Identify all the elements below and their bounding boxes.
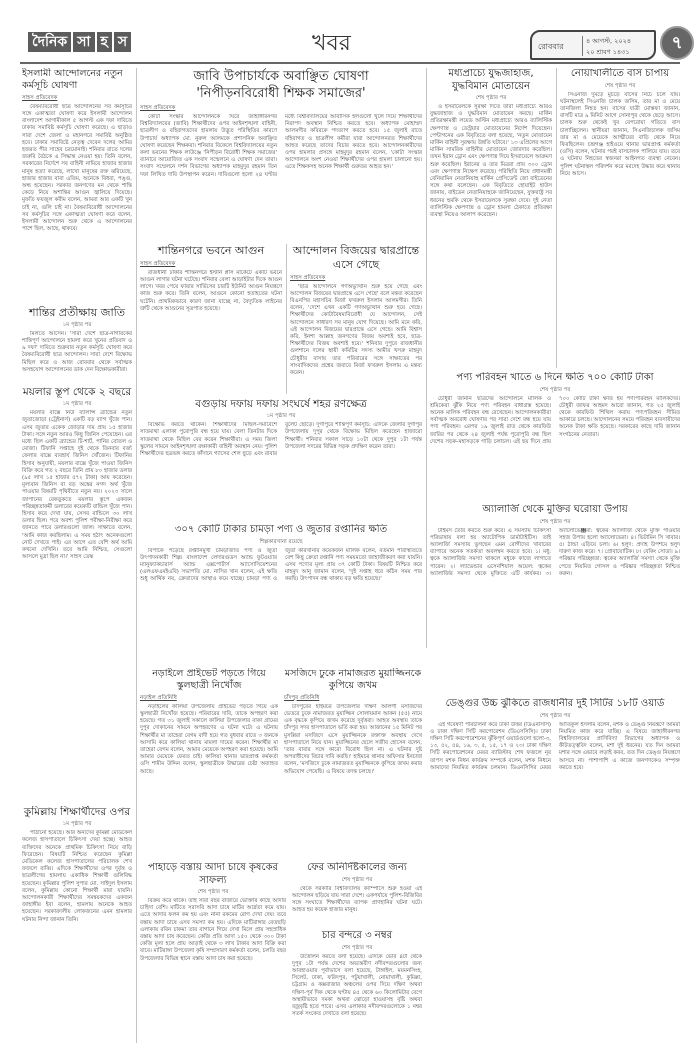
logo-part: দৈনিক xyxy=(28,32,71,52)
article-body: ও ইসরায়েলকে সুরক্ষা দিতে তারা মধ্যপ্রাচ্যে আরও যুদ্ধজাহাজ ও যুদ্ধবিমান মোতায়েন করছে। মার্কিন প্রতিরক্ষামন্ত্রী লয়েড অস্টিন মধ্যপ্রাচ্যে আরও ব্যালিস্টিক ক্ষেপণাস্ত্র ও ডেস্ট্রয়ার মোতায়েনের নির্দেশ দিয়েছেন। পেন্টাগনের এক বিবৃতিতে বলা হয়েছে, 'নতুন মোতায়েন মার্কিন বাহিনী সুরক্ষায় উন্নতি ঘটাবে।' ১৩ এপ্রিলের আগে মার্কিন সামরিক বাহিনীর মোতায়েন জোরদার করেছিল। তখন ইরান ড্রোন এবং ক্ষেপণাস্ত্র দিয়ে ইসরায়েলে আক্রমণ শুরু করেছিল। ইরানের ও তার মিত্ররা প্রায় ৩০০ ড্রোন এবং ক্ষেপণাস্ত্র নিক্ষেপ করেছে। পরিস্থিতি নিয়ে প্রধানমন্ত্রী বেনিয়ামিন নেতানিয়াহু মার্কিন প্রেসিডেন্ট জো বাইডেনের সঙ্গে কথা বলেছেন। এক বিবৃতিতে হোয়াইট হাউস জানায়, বাইডেন নেতানিয়াহুকে জানিয়েছেন, যুক্তরাষ্ট্র সব ধরনের হুমকি থেকে ইসরায়েলকে সুরক্ষা দেবে। দুই নেতা ব্যালিস্টিক ক্ষেপণাস্ত্র ও ড্রোন হামলা ঠেকাতে প্রতিরক্ষা ব্যবস্থা নিয়েও আলাপ করেছেন। xyxy=(430,104,552,219)
headline: পণ্য পরিবহন খাতে ৬ দিনে ক্ষতি ৭০০ কোটি টাকা xyxy=(456,372,654,383)
headline: শান্তির প্রতীক্ষায় জাতি xyxy=(28,306,126,319)
continued-label: শেষ পৃষ্ঠার পর xyxy=(539,518,571,525)
headline: ইসলামী আন্দোলনের নতুন কর্মসূচি ঘোষণা xyxy=(22,68,123,91)
continued-label: ১ম পৃষ্ঠার পর xyxy=(62,401,92,408)
logo-part: স xyxy=(114,32,131,52)
headline: আন্দোলন বিজয়ের দ্বারপ্রান্তে এসে গেছে xyxy=(292,244,420,271)
headline: ৩০৭ কোটি টাকার চামড়া পণ্য ও জুতার রপ্তানির ক্ষতি xyxy=(174,524,388,535)
headline: অ্যালার্জি থেকে মুক্তির ঘরোয়া উপায় xyxy=(482,504,628,515)
article-norail xyxy=(140,668,278,858)
byline: সাহস প্রতিবেদক xyxy=(22,94,58,101)
logo-part: সা xyxy=(73,32,94,52)
continued-label: শেষ পৃষ্ঠার পর xyxy=(539,386,571,393)
article-body: ময়লার বাক্সে নিউ ব্যালান্স ব্র্যান্ডের নতুন জুতাজোড়া (ট্রেইনার্স) একটি বড় ব্যাগ খুঁজে পান। এসব জুতার একেক জোড়ার দাম প্রায় ১৫ হাজার টাকা। সঙ্গে নতুন আরও কিছু জিনিস পেয়েছেন। এর মধ্যে ছিল একটি ব্র্যান্ডের টি-শার্ট, পানির বোতল ও মোজা। টিফানি সপ্তাহে দুই থেকে তিনবার বর্জ্য ফেলার বাক্সে ব্যবহার্য জিনিস খোঁজেন। টিফানির হিসাব অনুযায়ী, ময়লার বাক্সে খুঁজে পাওয়া জিনিস বিক্রি করে গত ২ বছরে তিনি প্রায় ৮০ হাজার ডলার (৯৫ লাখ ১৫ হাজার ৫৭২ টাকা) আয় করেছেন। মূল্যবান জিনিস বা বড় অঙ্কের নগদ অর্থ খুঁজে পাওয়ার বিষয়টি পৃথিবীতে নতুন নয়। ২০২৩ সালে জাপানের বেকড়ুকতে ময়লার স্তূপে একজন পরিচ্ছন্নতাকর্মী ডলারের কয়েকটি বান্ডিল খুঁজে পান। হিসাব করে দেখা যায়, সেসব বান্ডিলে ৩০ লাখ ডলার ছিল। পরে অবশ্য পুলিশ পরীক্ষা-নিরীক্ষা করে জানতে পারে ডলারগুলো জাল। সাক্ষাতে বলেন, 'আমি কাজ করছিলাম। এ সময় হঠাৎ অনেকগুলো নোট দেখতে পাই। এর আগে এত বেশি অর্থ আমি কখনো দেখিনি। তবে আমি নিশ্চিত, সেগুলো আসলে মুদ্রা ছিল না।' সাহস ডেস্ক xyxy=(22,410,132,561)
masthead-rule xyxy=(20,62,680,64)
headline: পাহাড়ে বস্তায় আদা চাষে কৃষকের সাফল্য xyxy=(148,862,278,886)
article-jabi xyxy=(140,68,422,240)
continued-label: শেষ পৃষ্ঠার পর xyxy=(539,712,571,719)
byline: সাহস প্রতিবেদক xyxy=(290,274,326,281)
column-divider xyxy=(136,68,137,1043)
article-body: বিক্রয় করে থাকে। তাই সারা বছর বাজারে ভোক্তার কাছে আদার চাহিদা বেশি। মাটিতে সরাসরি আদা চাষে মাটির আর্দ্রতা কমে যায়। এতে আদার ফলন কম হয় এবং নানা রকমের রোগ দেখা দেয়। তবে বস্তায় আদা চাষে এসব সমস্যা কম হয়। এদিকে মাটিরাঙ্গার বেতছড়ি এলাকায় রবিন চাকমা তার বাগানে গিয়ে দেখা মিলে প্রায় সহস্রাধিক বস্তায় আদা চাষ করেছেন। কেজি প্রতি আদা ১৫০ থেকে ৩০০ টাকা কেজি মূল্য হলে প্রায় আড়াই থেকে ৩ লাখ টাকার আদা বিক্রি করা যাবে। মাটিরাঙ্গা উপজেলা কৃষি সম্প্রসারণ কর্মকর্তা বলেন, চলতি বছর উপজেলার বিভিন্ন স্থানে বস্তায় আদা চাষ করা হয়েছে। xyxy=(140,898,286,962)
headline: নোয়াখালীতে বাস চাপায় xyxy=(570,68,670,79)
logo-part: হ xyxy=(97,32,112,52)
article-chamra xyxy=(140,524,422,664)
headline: কুমিল্লায় শিক্ষার্থীদের ওপর xyxy=(23,806,131,818)
continued-label: শেষ পৃষ্ঠার পর xyxy=(475,95,507,101)
article-fer xyxy=(292,862,422,926)
headline-line-1: জাবি উপাচার্যকে অবাঞ্ছিত ঘোষণা xyxy=(193,69,369,84)
headline-line-2: 'নিপীড়নবিরোধী শিক্ষক সমাজের' xyxy=(196,86,366,101)
article-body: উত্তোলন করতে বলা হয়েছে। এদিকে ভোর ৪টা থেকে দুপুর ১টা পর্যন্ত দেশের অভ্যন্তরীণ নদীবন্দরগুলোর জন্য আবহাওয়ার পূর্বাভাসে বলা হয়েছে, টাঙ্গাইল, ময়মনসিংহ, সিলেট, ঢাকা, ফরিদপুর, পটুয়াখালী, নোয়াখালী, কুমিল্লা, চট্টগ্রাম ও কক্সবাজার অঞ্চলের ওপর দিয়ে দক্ষিণ অথবা দক্ষিণ-পূর্ব দিক থেকে ঘণ্টায় ৪৫ থেকে ৬০ কিলোমিটার বেগে অস্থায়ীভাবে দমকা অথবা ঝোড়ো হাওয়াসহ বৃষ্টি অথবা বজ্রবৃষ্টি হতে পারে। এসব এলাকার নদীবন্দরগুলোকে ১ নম্বর সতর্ক সংকেত দেখাতে বলা হয়েছে। xyxy=(292,953,422,1018)
article-body: সিএনজি দুমড়ে মুচড়ে বাসের নিচে চলে যায়। ঘটনাস্থলেই সিএনজি চালক জসিম, তার মা ও মেয়ে তানজিলা নিহত হন। বাসের যাত্রী মোস্তফা জানান, বাসটি মাত্র ৯ মিনিট আগে সোনাপুর থেকে ছেড়ে আসে। চালক শুরু থেকেই খুব বেপরোয়া গতিতে বাস চালাচ্ছিলেন। স্থানীয়রা জানান, সিএনজিচালক জসিম তার মা ও মেয়েকে আত্মীয়ের বাড়ি থেকে নিয়ে ফিরছিলেন। চন্দ্রগঞ্জ হাইওয়ে থানার ভারপ্রাপ্ত কর্মকর্তা (ওসি) বলেন, ঘটনার পরই বাসচালক পালিয়ে যায়। তবে এ ঘটনায় নিহতের স্বজনরা আইনগত ব্যবস্থা নেবেন। পুলিশ ঘটনাস্থল পরিদর্শন করে মরদেহ উদ্ধার করে থানায় নিয়ে আসে। xyxy=(560,91,680,177)
page-number: ৭ xyxy=(660,26,694,60)
headline: ডেঙ্গুর উচ্চ ঝুঁকিতে রাজধানীর দুই সিটির ১৮টি ওয়ার্ড xyxy=(445,698,665,709)
headline: ময়লার স্তূপ থেকে ২ বছরে xyxy=(22,386,132,398)
newspaper-logo xyxy=(28,32,131,52)
continued-label: ১ম পৃষ্ঠার পর xyxy=(62,821,92,828)
article-body: এই গবেষণা পরিচালনা করে ঢাকা উত্তর (ডিএনসিসি) ও ঢাকা দক্ষিণ সিটি করপোরেশন (ডিএসসিসি)। ঢাকা দক্ষিণ সিটি করপোরেশনের ঝুঁকিপূর্ণ ওয়ার্ডগুলো হলো-৩, ১৩, ৫২, ৫৪, ১৬, ৩, ৫, ১৫, ১৭ ও ২৩। ঢাকা দক্ষিণ সিটি করপোরেশনের মেয়র ব্যারিস্টার শেখ ফজলে নূর তাপস মশক নিধন কার্যক্রম সম্পর্কে বলেন, মশক নিধনে আমাদের নিয়মিত কার্যক্রম চলমান। ডিএনসিসির মেয়র আতিকুল ইসলাম বলেন, মশক ও ডেঙ্গু নিয়ন্ত্রণে আমরা নিয়মিত কাজ করে যাচ্ছি। এ বিষয়ে জাহাঙ্গীরনগর বিশ্ববিদ্যালয়ের প্রাণিবিদ্যা বিভাগের অধ্যাপক ও কীটতত্ত্ববিদ বলেন, মশা দুই ধরনের। যত দিন আমরা মশার সঙ্গে এভাবে লড়াই করব, তত দিন ডেঙ্গু নিয়ন্ত্রণে আসবে না। পাশাপাশি এ কাজে জনগণকেও সম্পৃক্ত করতে হবে। xyxy=(430,721,680,771)
continued-label: শেষ পৃষ্ঠার পর xyxy=(341,944,373,951)
article-body: রাজধানী ঢাকার শান্তিনগরে ইস্টার্ন প্লাস মার্কেটে একটি ভবনে আগুন লাগার ঘটনা ঘটেছে। শনিবার বেলা আড়াইটার দিকে আগুন লাগে। খবর পেয়ে ফায়ার সার্ভিসের চারটি ইউনিট আগুন নিয়ন্ত্রণে কাজ শুরু করে। তিনি বলেন, আগুনে কোনো হতাহতের ঘটনা ঘটেনি। প্রাথমিকভাবে কারণ জানা যাচ্ছে না, বৈদ্যুতিক লাইনের ত্রুটি থেকে আগুনের সূত্রপাত হয়েছে। xyxy=(140,269,282,312)
article-body: বিপাকে পড়েছে রপ্তানিমুখী চামড়াজাত পণ্য ও জুতা উৎপাদনকারী শিল্প। বাংলাদেশ লেদারগুডস অ্যান্ড ফুটওয়্যার ম্যানুফ্যাকচারার্স অ্যান্ড এক্সপোর্টার্স অ্যাসোসিয়েশনের (এলএফএমইএবি) সভাপতি মো. নাসির খান বলেন, এই ক্ষতি শুধু আর্থিক নয়, ক্রেতাদের আস্থাও কমে যাচ্ছে। চামড়া পণ্য ও জুতা কারখানার কয়েকজন মালিক বলেন, বর্তমান পরিস্থিতিতে বেশ কিছু ক্রেতা রপ্তানি পণ্য সময়মতো জাহাজীকরণ করা যায়নি। এসব পণ্যের মূল্য প্রায় ৩৭ কোটি টাকা। বিষয়টি নিশ্চিত করে মাহমুদ আনু জামান বলেন, 'দুই সপ্তাহ ধরে কঠিন সময় পার করছি। উৎপাদন বন্ধ থাকায় বড় ক্ষতি হয়েছে।' xyxy=(140,547,422,583)
date-bangla: ২০ শ্রাবণ ১৪৩১ xyxy=(586,48,630,56)
date-gregorian: ৪ আগস্ট, ২০২৪ xyxy=(586,37,632,45)
article-andolon-bijoy xyxy=(290,244,422,394)
byline: নড়াইল প্রতিনিধি xyxy=(140,694,177,701)
article-bogura xyxy=(140,398,422,520)
headline: ফের অনির্দিষ্টকালের জন্য xyxy=(307,862,407,873)
masthead xyxy=(0,0,700,62)
headline: মধ্যপ্রাচ্যে যুদ্ধজাহাজ, যুদ্ধবিমান মোতায়েন xyxy=(448,68,534,92)
article-body: চাঁদপুরের হাইমচর উপজেলার দক্ষিণ আলগী মসজিদের ভেতরে ঢুকে নামাজরত মুয়াজ্জিন সোলায়মান আকন (৫৫) নামে এক বৃদ্ধকে কুপিয়ে জখম করেছে দুর্বৃত্তরা। আহত অবস্থায় তাকে চাঁদপুর সদর হাসপাতালে ভর্তি করা হয়। আজানের ১৫ মিনিট পর মুসল্লিরা মসজিদে এসে মুয়াজ্জিনকে রক্তাক্ত অবস্থায় দেখে হাসপাতালে নিয়ে যান। মুয়াজ্জিনের ছেলে সজীব হোসেন বলেন, 'তার বাবার সঙ্গে কারো বিরোধ ছিল না। এ ঘটনার দুষ্ট অপরাধীদের বিচার দাবি করছি।' হাইমচর থানার অফিসার ইনচার্জ বলেন, 'মসজিদে ঢুকে নামাজরত মুয়াজ্জিনকে কুপিয়ে জখম করার অভিযোগ পেয়েছি। এ বিষয়ে তদন্ত চলছে।' xyxy=(284,703,422,775)
column-divider xyxy=(556,68,557,368)
weekday: রোববার xyxy=(538,42,564,51)
article-body: বিক্ষোভ করতে থাকেন। শিক্ষার্থীদের মিছিল-সমাবেশে সাতমাথা এলাকা পুরোপুরি বন্ধ হয়ে যায়। বেলা তিনটার দিকে সাতমাথা থেকে মিছিল বের করেন শিক্ষার্থীরা। এ সময় জিলা স্কুলের সামনে আইনশৃঙ্খলা রক্ষাকারী বাহিনী অবস্থান নেয়। পুলিশ শিক্ষার্থীদের ছত্রভঙ্গ করতে কাঁদানে গ্যাসের শেল ছুড়ে এবং রাবার বুলেট ছোড়ে। দুর্গাপুরে শান্তিপূর্ণ কর্মসূচি: এদিকে জেলার দুর্গাপুর উপজেলায় দুপুর থেকে বিক্ষোভ মিছিল করেছেন হাজারো শিক্ষার্থী। শনিবার সকাল সাড়ে ১০টা থেকে দুপুর ১টা পর্যন্ত উপজেলা সদরের বিভিন্ন সড়ক প্রদক্ষিণ করেন তারা। xyxy=(140,422,422,457)
article-moddhopracho xyxy=(430,68,552,368)
section-title: খবর xyxy=(312,31,351,56)
date-separator xyxy=(582,36,583,56)
continued-label: ১ম পৃষ্ঠার পর xyxy=(62,321,92,328)
article-body: মিলতে আসেন। 'সারা দেশে ছাত্র-নাগরিকের শান্তিপূর্ণ আন্দোলনে হামলা করে খুনের প্রতিবাদ ও ৯ দফা' দাবিতে শুক্রবার নতুন কর্মসূচি ঘোষণা করে বৈষম্যবিরোধী ছাত্র আন্দোলন। সারা দেশে বিক্ষোভ মিছিল করে ও আজ রোববার থেকে সর্বাত্মক অসহযোগ আন্দোলনের ডাক দেন বিক্ষোভকারীরা। xyxy=(22,330,132,373)
headline: শান্তিনগরে ভবনে আগুন xyxy=(157,244,265,257)
article-body: নড়াইলের কালিয়া উপজেলায় প্রাইভেট পড়তে গিয়ে এক স্কুলছাত্রী নিখোঁজ হয়েছে। পরিবারের দাবি, তাকে অপহরণ করা হয়েছে। গত ৩১ জুলাই সকালে কালিয়া উপজেলার বাকা গ্রামের দুপুর দোকানের সামনে অপহরণের এ ঘটনা ঘটে। এ ঘটনায় শিক্ষার্থীর মা তাহেরা বেগম বাদী হয়ে গত বুধবার রাতে ৩ জনকে আসামি করে কালিয়া থানায় মামলা দায়ের করেন। শিক্ষার্থীর মা তাহেরা বেগম বলেন, আমার মেয়েকে অপহরণ করা হয়েছে। আমি আমার মেয়েকে ফেরত চাই। কালিয়া থানার ভারপ্রাপ্ত কর্মকর্তা ওসি শামীম উদ্দিন বলেন, স্কুলছাত্রীকে উদ্ধারের চেষ্টা অব্যাহত আছে। xyxy=(140,703,278,775)
article-dengue xyxy=(430,698,680,1042)
column-divider xyxy=(286,244,287,394)
article-body: টাইমস তৈরি করতে শুরু করে। এ সমস্যায় চিকিৎসা পরিভাষায় বলা হয় অ্যাটোপিক ডার্মাটাইটিস। তাই অ্যালার্জি সমস্যায় ভুগছেন এমন রোগীদের খাবারের ব্যাপারে অনেক সতর্কতা অবলম্বন করতে হবে। ১। মধু: ত্বকে অ্যালার্জির সমস্যা থাকলে মধুকে কাজে লাগাতে পারেন। ২। ল্যাভেন্ডার এসেনশিয়াল অয়েল: ত্বকের অ্যালার্জির সমস্যা থেকে মুক্তিতে এটি কার্যকর। ৩। অ্যালোভে঺রা: ত্বকের অ্যালার্জি থেকে মুক্তি পাওয়ার সহজ উপায় হলো অ্যালোভেরা। ৪। ভিটামিন সি খাবার। ৫। ঠান্ডা এড়িয়ে চলা। ৬। হলুদ: প্রদাহ উপশমে হলুদ দারুণ কাজ করে। ৭। প্রোবায়োটিক। ৮। বেকিং সোডা। ৯। পরিষ্কার পরিচ্ছন্নতা: ত্বকের অ্যালার্জি সমস্যা থেকে মুক্তি পেতে নিয়মিত গোসল ও পরিষ্কার পরিচ্ছন্নতা নিশ্চিত করুন। xyxy=(430,527,680,577)
continued-label: শেষ পৃষ্ঠার পর xyxy=(604,82,636,89)
headline: বগুড়ায় দফায় দফায় সংঘর্ষে শহর রণক্ষেত্র xyxy=(195,398,367,410)
byline: চাঁদপুর প্রতিনিধি xyxy=(284,694,320,701)
article-shanti xyxy=(22,306,132,382)
article-allergy xyxy=(430,504,680,694)
continued-label: শেষ পৃষ্ঠার পর xyxy=(197,889,229,895)
headline: চার বন্দরে ৩ নম্বর xyxy=(321,930,393,941)
article-mosjid xyxy=(284,668,422,858)
date-box xyxy=(530,30,656,60)
article-body: 'ছাত্র আন্দোলনে গণঅভ্যুত্থান শুরু হয়ে গেছে এবং আন্দোলন বিজয়ের দ্বারপ্রান্তে এসে গেছে' বলে মন্তব্য করেছেন বিএনপির মহাসচিব মির্জা ফখরুল ইসলাম আলমগীর। তিনি বলেন, 'দেশে এখন একটি গণঅভ্যুত্থান শুরু হয়ে গেছে। শিক্ষার্থীদের কোটাবৈষম্যবিরোধী যে আন্দোলন, সেই আন্দোলনে সাধারণ সব মানুষ যোগ দিয়েছে। আমি মনে করি, এই আন্দোলন বিজয়ের দ্বারপ্রান্তে এসে গেছে। আমি বিশ্বাস করি, ইনশা আল্লাহ জনগণের বিজয় অবশ্যই হবে, ছাত্র-শিক্ষার্থীদের বিজয় অবশ্যই হবে।' শনিবার দুপুরে রাজধানীর গুলশানে দলের স্থায়ী কমিটির সদস্য আমীর খসরু মাহমুদ চৌধুরীর বাসায় তার পরিবারের সঙ্গে সাক্ষাতের পর সাংবাদিকদের প্রশ্নের জবাবে মির্জা ফখরুল ইসলাম এ মন্তব্য করেন। xyxy=(290,283,422,376)
article-body: চৌধুরী জানান ছাত্রদের আন্দোলনে মালিক ও শ্রমিকেরা ঝুঁকি নিয়ে পণ্য পরিবহন বাধাগ্রস্ত হয়েছে। অনেক মালিক পরিবহন বন্ধ রেখেছেন। আন্দোলনকারীরা সর্বাত্মক অবরোধ ঘোষণার পর সারা দেশে বন্ধ হয়ে যায় পণ্য পরিবহন। এরপর ১৯ জুলাই রাত থেকে কারফিউ জারির পর থেকে ২৪ জুলাই পর্যন্ত পুরোপুরি বন্ধ ছিল দেশের সড়ক-মহাসড়কে গাড়ি চলাচল। এই ছয় দিনে প্রায় ৭০০ কোটি টাকা ক্ষতি হয় পণ্যপরিবহন মালিকদের। চৌধুরী জাফর আহমদ আরো জানান, গত ২৫ জুলাই থেকে কারফিউ শিথিল করায় পণ্যপরিবহন সীমিত আকারে চলছে। আন্দোলনের সময়ে পরিবহন ব্যবসায়ীদের অনেক টাকা ক্ষতি হয়েছে। সরকারের কাছে দাবি জানান সংগঠনের নেতারা। xyxy=(430,395,680,445)
article-ponno xyxy=(430,372,680,500)
article-body: থেকে সরকারি বিশ্ববিদ্যালয় ক্যাম্পাসে শুরু হওয়া এই আন্দোলন ছড়িয়ে যায় সারা দেশে। একপর্যায়ে পুলিশ-বিজিবির সঙ্গে সংঘাতে শিক্ষার্থীদের ব্যাপক প্রাণহানির ঘটনা ঘটে। আহত হয় কয়েক হাজার মানুষ। xyxy=(292,885,422,914)
article-moylar-stup xyxy=(22,386,132,800)
article-shantinagar xyxy=(140,244,282,394)
article-cumilla xyxy=(22,806,132,1042)
article-body: কোটা সংস্কার আন্দোলনকে ঘিরে জাহাঙ্গীরনগর বিশ্ববিদ্যালয়ের (জাবি) শিক্ষার্থীদের ওপর আইনশৃঙ্খলা বাহিনী, ছাত্রলীগ ও বহিরাগতদের হামলায় উদ্ভূত পরিস্থিতির কারণে উপাচার্য অধ্যাপক মো. নুরুল আলমকে প্রশাসনিক অবাঞ্ছিত ঘোষণা করেছেন শিক্ষকরা। শনিবার বিকেলে বিশ্ববিদ্যালয়ের নতুন কলা ভবনের শিক্ষক লাউঞ্জে 'নিপীড়ন বিরোধী শিক্ষক সমাজের' ব্যানারে আয়োজিত এক সংবাদ সম্মেলনে এ ঘোষণা দেন তারা। সংবাদ সম্মেলনে দর্শন বিভাগের অধ্যাপক মাহমুদুর রহমান তিন দফা লিখিত দাবি উপস্থাপন করেন। দাবিগুলো হলো ২৪ ঘণ্টার মধ্যে বিশ্ববিদ্যালয়ের আবাসিক হলগুলো খুলে দিয়ে শিক্ষার্থীদের নিরাপদ অবস্থান নিশ্চিত করতে হবে। অধ্যাপক মোহাম্মদ আলমগীর কবিরকে পদত্যাগ করতে হবে। ১৫ জুলাই রাতে বহিরাগত ও ছাত্রলীগ কর্মীরা যারা আন্দোলনরত শিক্ষার্থীদের আহত করেছে তাদের বিচার করতে হবে। আন্দোলনকারীদের ওপর হামলার প্রসঙ্গে মাহমুদুর রহমান বলেন, 'কোটা সংস্কার আন্দোলনে অংশ নেওয়া শিক্ষার্থীদের ওপর হামলা চালানো হয়। এতে শিক্ষকসহ অনেক শিক্ষার্থী গুরুতর আহত হন।' xyxy=(140,114,422,178)
continued-label: ১ম পৃষ্ঠার পর xyxy=(266,413,296,420)
article-islami-andolon xyxy=(22,68,132,302)
byline: সাহস প্রতিবেদক xyxy=(140,260,176,267)
column-divider xyxy=(426,68,427,648)
article-body: বৈষম্যবিরোধী ছাত্র আন্দোলনের সব কর্মসূচির সঙ্গে একাত্মতা ঘোষণা করে ইসলামী আন্দোলন বাংলাদেশ আগামীকাল ৫ আগস্ট এক দফা দাবিতে ঢাকায় সমাবিষ্ট কর্মসূচি ঘোষণা করেছে। এ ছাড়াও সারা দেশে জেলা ও মহানগরে সমাবিষ্ট অনুষ্ঠিত হবে। ঢাকার সমাবিষ্টে নেতৃত্ব দেবেন দলের আমির হজরত পীর সাহেব চরমোনাই। শনিবার রাতে দলের জরুরি বৈঠকে এ সিদ্ধান্ত নেওয়া হয়। তিনি বলেন, সরকারের নির্দেশে সব বাহিনী নামিয়ে হাজার হাজার মানুষ হত্যা করেছে, লাখো মানুষের রক্ত ঝরিয়েছে, হাজার হাজার বাবা এতিম, অনেকে বিধবা, পঙ্গু, অন্ধ হয়েছেন। সরকার জনগণের মন থেকে শান্তি কেড়ে নিয়ে অশান্তির আগুন জ্বালিয়ে দিয়েছে। মুফতি ফয়জুল করীম বলেন, আমরা আর একটি খুন চাই না, গুলি চাই না। বৈষম্যবিরোধী আন্দোলনের সব কর্মসূচির সঙ্গে একাত্মতা ঘোষণা করে বলেন, ইসলামী আন্দোলন শুরু থেকে এ আন্দোলনের পাশে ছিল, আছে, থাকবে। xyxy=(22,103,132,233)
article-pahar-ada xyxy=(140,862,286,1042)
article-char-bondor xyxy=(292,930,422,1042)
headline: মসজিদে ঢুকে নামাজরত মুয়াজ্জিনকে কুপিয়ে জখম xyxy=(284,668,422,691)
byline: সাহস প্রতিবেদক xyxy=(140,105,176,111)
continued-label: শিল্পকারখানা রয়েছে xyxy=(259,538,303,545)
article-noakhali xyxy=(560,68,680,368)
article-body: পাঠানো হয়েছে। আর অন্যদের কুমিল্লা মেডিকেল কলেজ হাসপাতালে চিকিৎসা দেয়া হচ্ছে। আহত ব্যক্তিদের অনেকে প্রাথমিক চিকিৎসা নিয়ে বাড়ি ফিরেছেন। বিষয়টি নিশ্চিত করেছেন কুমিল্লা মেডিকেল কলেজ হাসপাতালের পরিচালক শেখ ফজলে রাব্বি। এদিকে শিক্ষার্থীদের ওপর দুর্বৃত্ত ও ছাত্রলীগের হামলায় একাধিক শিক্ষার্থী গুলিবিদ্ধ হয়েছেন। কুমিল্লার পুলিশ সুপার মো. সাইদুল ইসলাম বলেন, কুমিল্লায় কোনো শিক্ষার্থী মারা যায়নি। আন্দোলনকারী শিক্ষার্থীদের সমন্বয়কদের একজন জাহাঙ্গীর ইবা বলেন, হামলায় অনেকে আহত হয়েছেন। সরকারদলীয় লোকজনের এমন হামলার ঘটনার নিন্দা জানান তিনি। xyxy=(22,830,132,923)
continued-label: শেষ পৃষ্ঠার পর xyxy=(341,876,373,883)
headline: নড়াইলে প্রাইভেট পড়তে গিয়ে স্কুলছাত্রী নিখোঁজ xyxy=(152,668,266,691)
